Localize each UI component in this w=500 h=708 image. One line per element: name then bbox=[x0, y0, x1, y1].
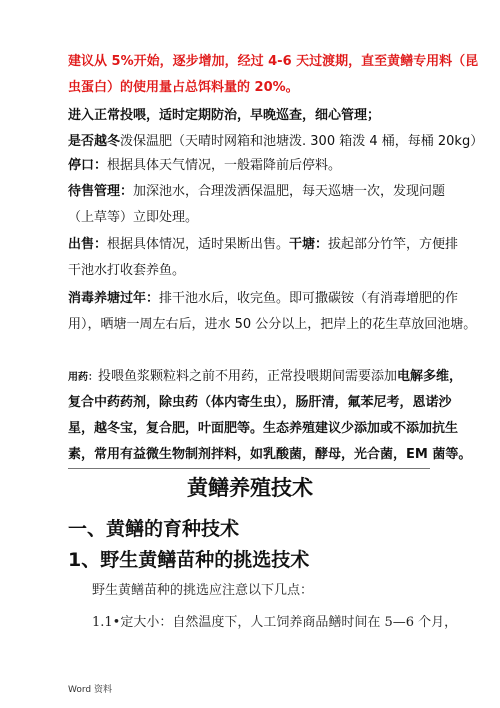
disinfect-line-1 bbox=[68, 290, 458, 308]
intro-red-line-2: 虫蛋白）的使用量占总饵料量的 20%。 bbox=[68, 80, 299, 95]
disinfect-label: 消毒养塘过年： bbox=[68, 291, 160, 306]
medicine-bold-1: 电解多维， bbox=[397, 369, 463, 384]
medicine-line-4: 素，常用有益微生物制剂拌料，如乳酸菌，酵母，光合菌，EM 菌等。 bbox=[68, 447, 472, 462]
medicine-label: 用药： bbox=[68, 372, 98, 383]
section-heading: 一、黄鳝的育种技术 bbox=[68, 518, 240, 540]
out-line-1 bbox=[68, 236, 458, 254]
medicine-line-1 bbox=[68, 368, 462, 387]
out-text-1a: 根据具体情况，适时果断出售。 bbox=[107, 237, 290, 252]
body-paragraph-2: 1.1•定大小：自然温度下，人工饲养商品鳝时间在 5—6 个月， bbox=[92, 615, 458, 630]
footer-text: Word 资料 bbox=[68, 685, 112, 695]
sale-text-1: 加深池水，合理泼洒保温肥，每天巡塘一次，发现问题 bbox=[133, 184, 446, 199]
sale-line-1 bbox=[68, 183, 445, 201]
divider bbox=[68, 468, 430, 469]
sale-label: 待售管理： bbox=[68, 184, 134, 199]
disinfect-line-2: 用），晒塘一周左右后，进水 50 公分以上，把岸上的花生草放回池塘。 bbox=[68, 317, 477, 332]
medicine-line-2: 复合中药药剂，除虫药（体内寄生虫），肠肝清，氟苯尼考，恩诺沙 bbox=[68, 395, 452, 410]
stop-line bbox=[68, 157, 341, 175]
medicine-text-1: 投喂鱼浆颗粒料之前不用药，正常投喂期间需要添加 bbox=[98, 369, 398, 384]
medicine-line-3: 星，越冬宝，复合肥，叶面肥等。生态养殖建议少添加或不添加抗生 bbox=[68, 421, 459, 436]
out-line-2: 干池水打收套养鱼。 bbox=[68, 263, 186, 278]
stop-label: 停口： bbox=[68, 158, 108, 173]
out-text-1b: 拔起部分竹竿，方便排 bbox=[328, 237, 459, 252]
subsection-heading: 1、野生黄鳝苗种的挑选技术 bbox=[68, 549, 310, 571]
page-title: 黄鳝养殖技术 bbox=[187, 476, 313, 500]
routine-line: 进入正常投喂，适时定期防治，早晚巡查，细心管理； bbox=[68, 108, 381, 123]
dry-label: 干塘： bbox=[289, 237, 329, 252]
out-label: 出售： bbox=[68, 237, 108, 252]
sale-line-2: （上草等）立即处理。 bbox=[68, 210, 199, 225]
body-paragraph-1: 野生黄鳝苗种的挑选应注意以下几点： bbox=[92, 583, 314, 598]
winter-line bbox=[68, 133, 483, 151]
stop-text: 根据具体天气情况，一般霜降前后停料。 bbox=[107, 158, 342, 173]
disinfect-text-1: 排干池水后，收完鱼。即可撒碳铵（有消毒增肥的作 bbox=[159, 291, 459, 306]
winter-text: 泼保温肥（天晴时网箱和池塘泼. 300 箱泼 4 桶，每桶 20kg） bbox=[120, 134, 484, 149]
winter-label: 是否越冬 bbox=[68, 134, 121, 149]
intro-red-line-1: 建议从 5%开始，逐步增加，经过 4-6 天过渡期，直至黄鳝专用料（昆 bbox=[68, 54, 479, 69]
